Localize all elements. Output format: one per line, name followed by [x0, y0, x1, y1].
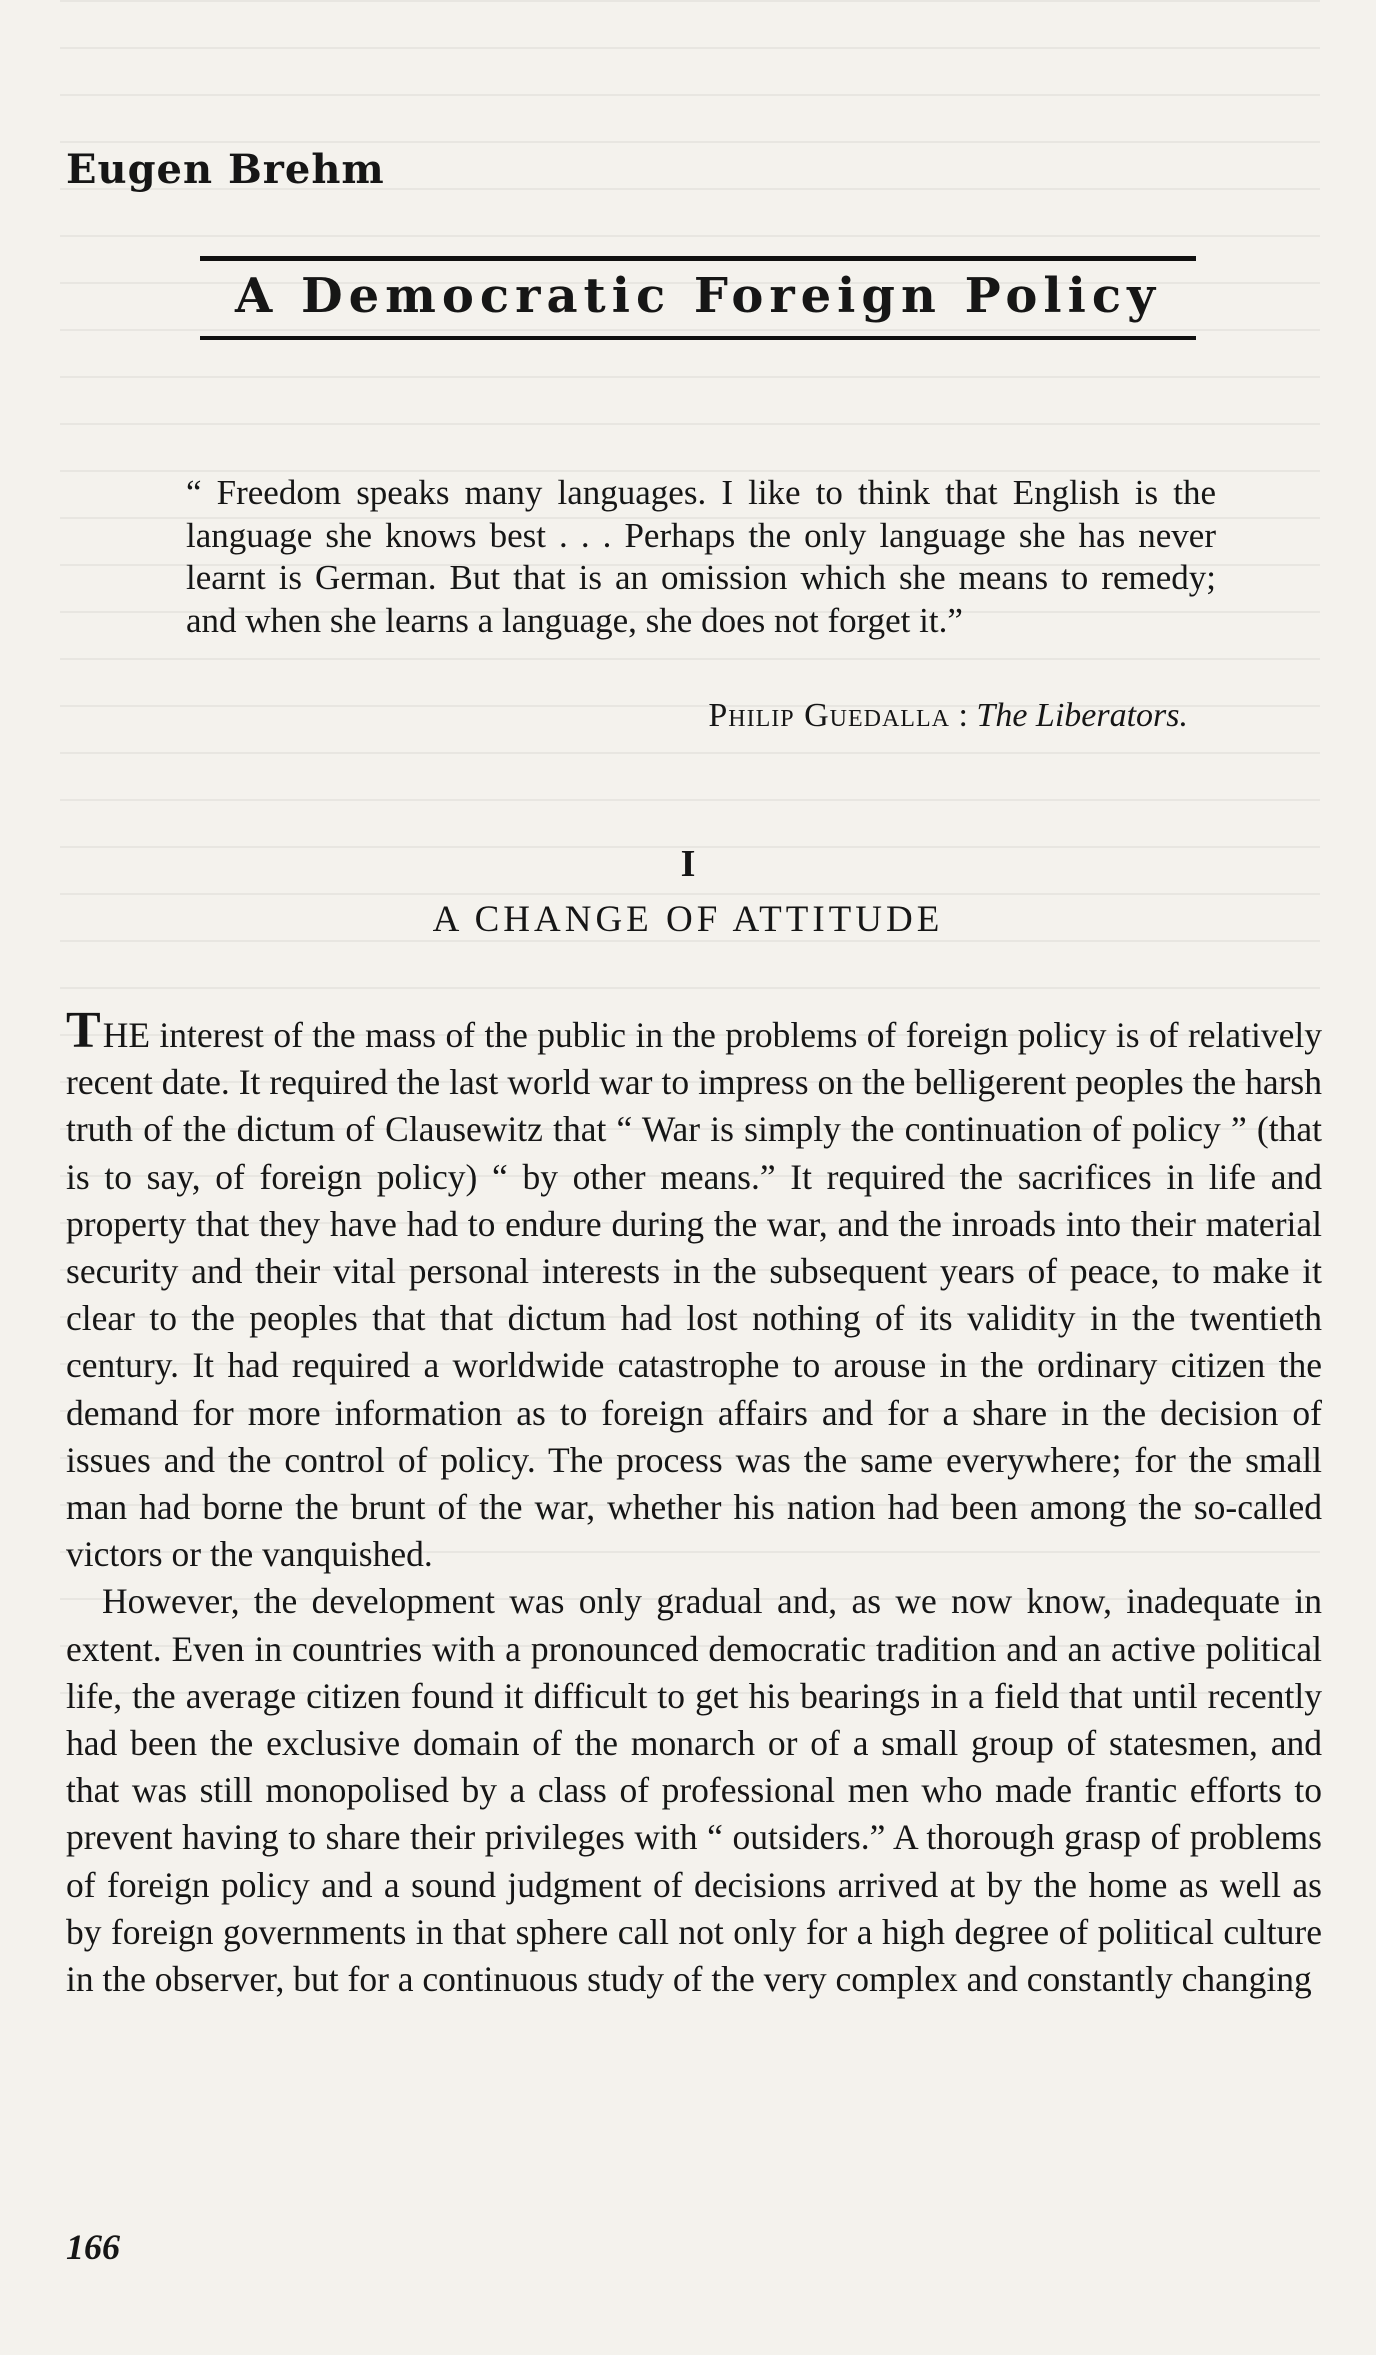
title-rule-top	[200, 256, 1196, 261]
epigraph-text: “ Freedom speaks many languages. I like to think that English is the language she knows best . . . Perhaps the only language she has never learnt is German. But that is an omission which she means to remedy; and when she learns a language, she does not forget it.”	[186, 473, 1216, 640]
body-text	[66, 1002, 1322, 2003]
paragraph-1-text: HE interest of the mass of the public in the problems of foreign policy is of relatively recent date. It required the last world war to impress on the belligerent peoples the harsh truth of the dictum of Clausewitz that “ War is simply the continuation of policy ” (that is to say, of foreign policy) “ by other means.” It required the sacrifices in life and property that they have had to endure during the war, and the inroads into their material security and their vital personal interests in the subsequent years of peace, to make it clear to the peoples that that dictum had lost nothing of its validity in the twentieth century. It had required a worldwide catastrophe to arouse in the ordinary citizen the demand for more information as to foreign affairs and for a share in the decision of issues and the control of policy. The process was the same everywhere; for the small man had borne the brunt of the war, whether his nation had been among the so-called victors or the vanquished.	[66, 1015, 1322, 1575]
section-title: A CHANGE OF ATTITUDE	[432, 899, 944, 940]
attribution-separator: :	[949, 697, 977, 734]
author-name: Eugen Brehm	[66, 146, 385, 193]
body-paragraph-1	[66, 1002, 1322, 1578]
page-number: 166	[66, 2227, 120, 2267]
section-number: I	[680, 843, 696, 885]
epigraph	[186, 472, 1216, 642]
article-title: A Democratic Foreign Policy	[235, 268, 1161, 324]
title-rule-bottom	[200, 336, 1196, 340]
body-paragraph-2: However, the development was only gradual and, as we now know, inadequate in extent. Even in countries with a pronounced democratic tradition and an active political life, the average citizen found it difficult to get his bearings in a field that until recently had been the exclusive domain of the monarch or of a small group of statesmen, and that was still monopolised by a class of professional men who made frantic efforts to prevent having to share their privileges with “ outsiders.” A thorough grasp of problems of foreign policy and a sound judgment of decisions arrived at by the home as well as by foreign governments in that sphere call not only for a high degree of political culture in the observer, but for a continuous study of the very complex and constantly changing	[66, 1581, 1322, 2000]
drop-cap: T	[66, 1002, 101, 1059]
attribution-work: The Liberators.	[976, 697, 1188, 734]
epigraph-attribution	[708, 697, 1188, 735]
attribution-name: Philip Guedalla	[708, 697, 950, 734]
